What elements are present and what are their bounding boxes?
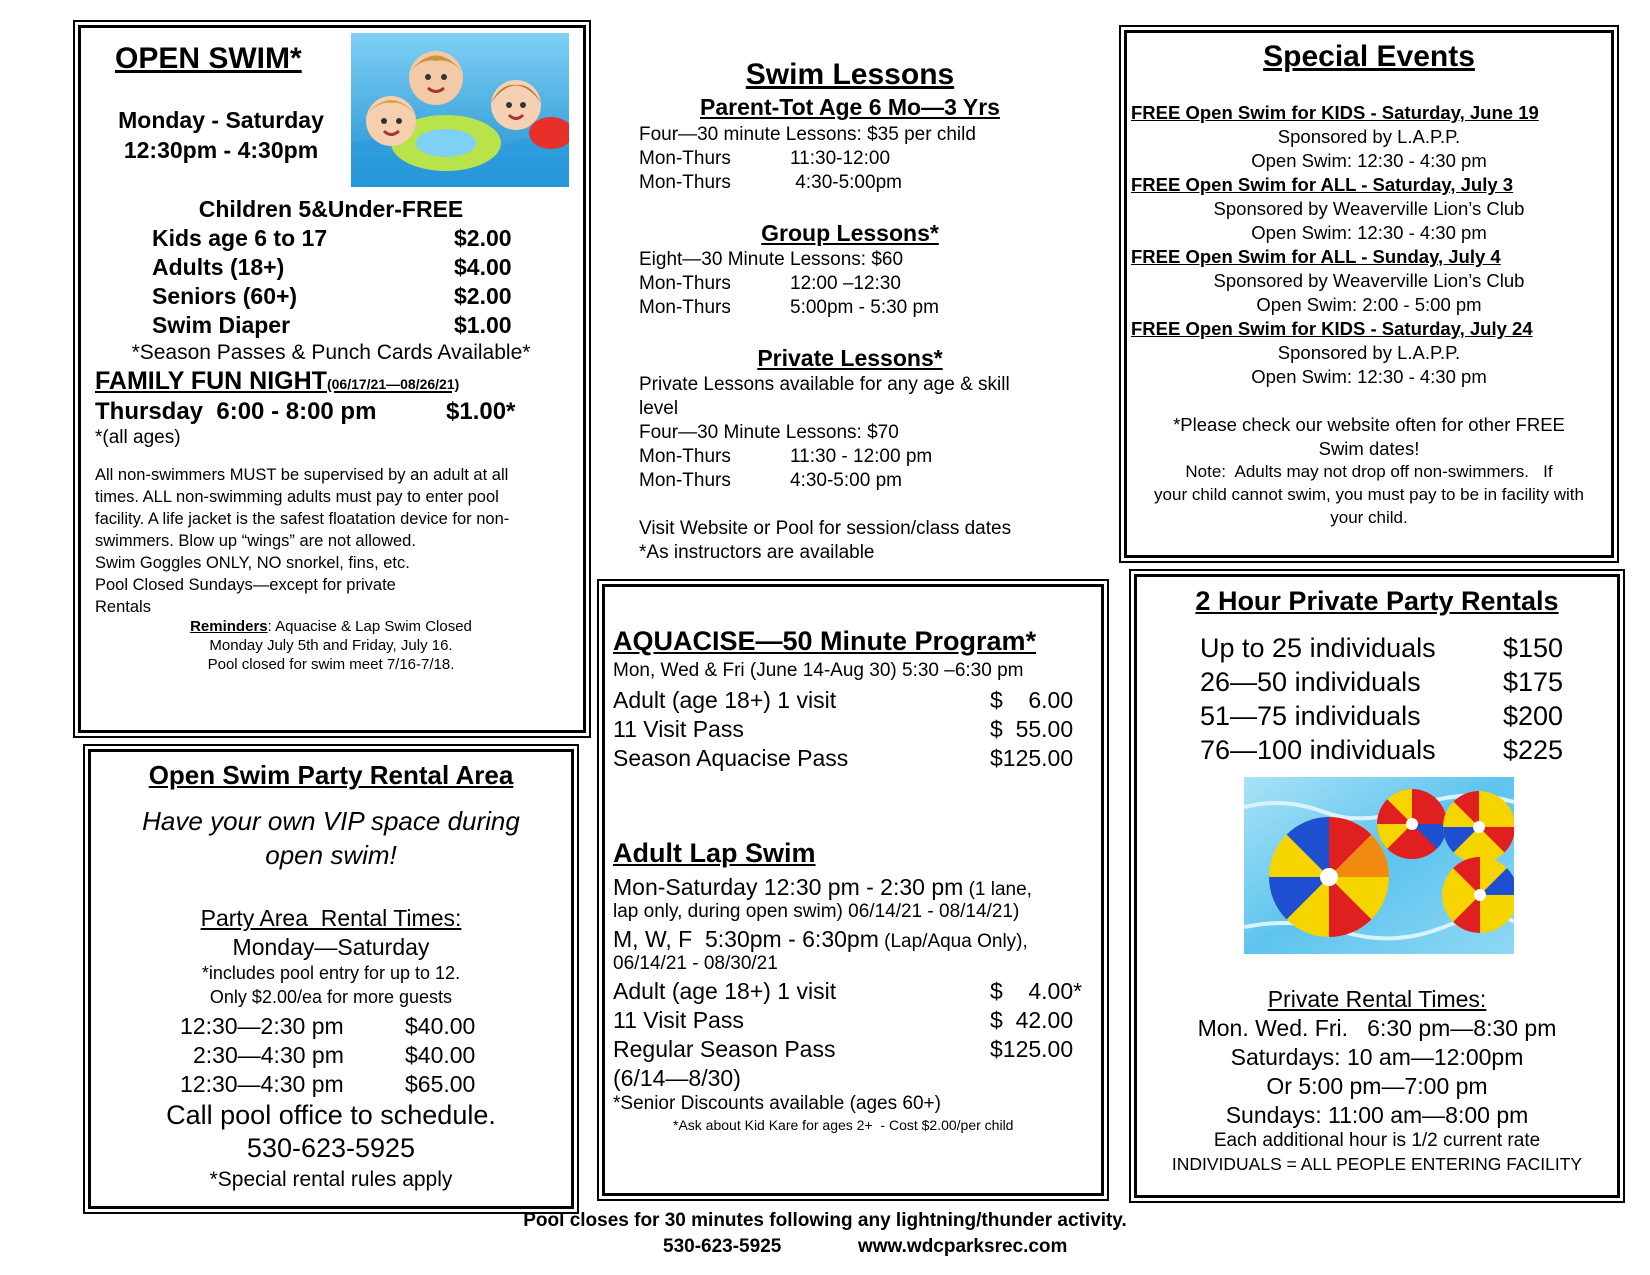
swim-lessons-title: Swim Lessons	[745, 58, 955, 91]
lap-line-3-main: M, W, F 5:30pm - 6:30pm	[613, 926, 879, 952]
aquacise-price-1-value: $ 55.00	[990, 716, 1074, 742]
private-line-0: Private Lessons available for any age & skill	[639, 374, 1010, 395]
price-label-diaper: Swim Diaper	[152, 312, 291, 338]
event-0-sponsor: Sponsored by L.A.P.P.	[1277, 126, 1461, 147]
party-area-times-title: Party Area Rental Times:	[200, 905, 462, 931]
price-value-adults: $4.00	[454, 254, 512, 280]
lessons-footer-1: *As instructors are available	[639, 542, 875, 563]
kids-swimming-photo	[351, 33, 569, 187]
lap-line-2: lap only, during open swim) 06/14/21 - 08/14/21)	[613, 901, 1020, 922]
lap-price-1-label: 11 Visit Pass	[613, 1007, 744, 1033]
aquacise-price-2-value: $125.00	[990, 745, 1074, 771]
party-area-days: Monday—Saturday	[232, 934, 430, 960]
event-1-sponsor: Sponsored by Weaverville Lion’s Club	[1213, 198, 1525, 219]
party-area-title: Open Swim Party Rental Area	[148, 760, 514, 790]
lap-price-1-value: $ 42.00	[990, 1007, 1074, 1033]
aquacise-price-0-value: $ 6.00	[990, 687, 1074, 713]
event-2-sponsor: Sponsored by Weaverville Lion’s Club	[1213, 270, 1525, 291]
event-2-time: Open Swim: 2:00 - 5:00 pm	[1256, 294, 1482, 315]
open-swim-rule-5: Pool Closed Sundays—except for private	[95, 576, 396, 594]
website-note-0: *Please check our website often for other FREE	[1173, 414, 1565, 435]
reminders-line-2: Pool closed for swim meet 7/16-7/18.	[207, 656, 455, 673]
parent-tot-title: Parent-Tot Age 6 Mo—3 Yrs	[700, 94, 1000, 120]
parent-tot-row-1-days: Mon-Thurs	[639, 148, 731, 169]
event-1-time: Open Swim: 12:30 - 4:30 pm	[1251, 222, 1487, 243]
price-label-seniors: Seniors (60+)	[152, 283, 298, 309]
price-value-kids: $2.00	[454, 225, 512, 251]
event-3-time: Open Swim: 12:30 - 4:30 pm	[1251, 366, 1487, 387]
reminders-line-1: Monday July 5th and Friday, July 16.	[209, 637, 453, 654]
private-row-0-days: Mon-Thurs	[639, 446, 731, 467]
party-phone: 530-623-5925	[246, 1133, 416, 1163]
party-rate-0-price: $40.00	[405, 1013, 476, 1039]
event-1-title: FREE Open Swim for ALL - Saturday, July 3	[1131, 174, 1514, 195]
children-free-note: Children 5&Under-FREE	[198, 196, 464, 222]
parent-tot-row-2-days: Mon-Thurs	[639, 172, 731, 193]
family-fun-night-time: Thursday 6:00 - 8:00 pm	[95, 398, 377, 425]
open-swim-rule-0: All non-swimmers MUST be supervised by an adult at all	[95, 466, 509, 484]
footer-website: www.wdcparksrec.com	[858, 1236, 1068, 1257]
lap-line-4: 06/14/21 - 08/30/21	[613, 953, 778, 974]
party-call-office: Call pool office to schedule.	[166, 1100, 496, 1130]
open-swim-rule-1: times. ALL non-swimming adults must pay to enter pool	[95, 488, 499, 506]
lap-price-2-label: Regular Season Pass	[613, 1036, 836, 1062]
parent-tot-row-1-time: 11:30-12:00	[790, 148, 891, 169]
party-area-includes-0: *includes pool entry for up to 12.	[201, 963, 461, 983]
event-0-title: FREE Open Swim for KIDS - Saturday, June 19	[1131, 102, 1539, 123]
private-rental-time-2: Or 5:00 pm—7:00 pm	[1266, 1073, 1488, 1099]
lap-price-0-value: $ 4.00*	[990, 978, 1083, 1004]
open-swim-rule-6: Rentals	[95, 598, 151, 616]
private-line-2: Four—30 Minute Lessons: $70	[639, 422, 899, 443]
lap-line-3	[613, 926, 1028, 953]
family-fun-night-note: *(all ages)	[95, 427, 181, 448]
party-rate-price-2: $200	[1503, 701, 1564, 731]
aquacise-schedule: Mon, Wed & Fri (June 14-Aug 30) 5:30 –6:30 pm	[613, 660, 1024, 681]
aquacise-title: AQUACISE—50 Minute Program*	[613, 626, 1037, 656]
aquacise-price-1-label: 11 Visit Pass	[613, 716, 744, 742]
party-rate-2-time: 12:30—4:30 pm	[180, 1071, 344, 1097]
price-label-kids: Kids age 6 to 17	[152, 225, 328, 251]
individuals-note: INDIVIDUALS = ALL PEOPLE ENTERING FACILITY	[1171, 1154, 1583, 1174]
party-rate-2-price: $65.00	[405, 1071, 476, 1097]
lap-price-2-value: $125.00	[990, 1036, 1074, 1062]
price-value-seniors: $2.00	[454, 283, 512, 309]
party-rules: *Special rental rules apply	[209, 1168, 453, 1191]
open-swim-rule-3: swimmers. Blow up “wings” are not allowed.	[95, 532, 416, 550]
private-line-1: level	[639, 398, 679, 419]
event-3-sponsor: Sponsored by L.A.P.P.	[1277, 342, 1461, 363]
lap-line-1-note: (1 lane,	[963, 879, 1032, 900]
private-rental-time-1: Saturdays: 10 am—12:00pm	[1230, 1044, 1524, 1070]
price-value-diaper: $1.00	[454, 312, 512, 338]
group-lessons-title: Group Lessons*	[761, 220, 939, 246]
open-swim-days: Monday - Saturday	[118, 107, 324, 133]
party-rate-price-3: $225	[1503, 735, 1564, 765]
parent-tot-row-0: Four—30 minute Lessons: $35 per child	[639, 124, 976, 145]
party-rate-price-1: $175	[1503, 667, 1564, 697]
open-swim-title: OPEN SWIM*	[115, 42, 302, 75]
party-rate-group-2: 51—75 individuals	[1200, 701, 1421, 731]
private-rental-times-title: Private Rental Times:	[1267, 986, 1487, 1012]
lap-line-3-note: (Lap/Aqua Only),	[878, 931, 1028, 952]
lap-line-1-main: Mon-Saturday 12:30 pm - 2:30 pm	[613, 874, 964, 900]
footer-phone: 530-623-5925	[663, 1236, 782, 1257]
private-lessons-title: Private Lessons*	[757, 345, 943, 371]
group-row-0: Eight—30 Minute Lessons: $60	[639, 249, 904, 270]
group-row-2-days: Mon-Thurs	[639, 297, 731, 318]
private-rental-time-3: Sundays: 11:00 am—8:00 pm	[1225, 1102, 1529, 1128]
party-area-includes-1: Only $2.00/ea for more guests	[209, 987, 453, 1007]
senior-discount-note: *Senior Discounts available (ages 60+)	[613, 1093, 941, 1114]
open-swim-rule-2: facility. A life jacket is the safest floatation device for non-	[95, 510, 510, 528]
event-3-title: FREE Open Swim for KIDS - Saturday, July 24	[1131, 318, 1533, 339]
private-rental-time-0: Mon. Wed. Fri. 6:30 pm—8:30 pm	[1197, 1015, 1557, 1041]
lightning-notice: Pool closes for 30 minutes following any lightning/thunder activity.	[523, 1210, 1127, 1231]
party-rate-group-0: Up to 25 individuals	[1200, 633, 1436, 663]
adult-note-0: Note: Adults may not drop off non-swimmers. If	[1185, 462, 1553, 481]
kid-kare-note: *Ask about Kid Kare for ages 2+ - Cost $2.00/per child	[673, 1117, 1014, 1133]
event-2-title: FREE Open Swim for ALL - Sunday, July 4	[1131, 246, 1501, 267]
family-fun-night-dates: (06/17/21—08/26/21)	[326, 376, 460, 392]
open-swim-hours: 12:30pm - 4:30pm	[123, 137, 319, 163]
party-rate-0-time: 12:30—2:30 pm	[180, 1013, 344, 1039]
beach-balls-photo	[1244, 777, 1514, 954]
season-passes-note: *Season Passes & Punch Cards Available*	[131, 341, 531, 364]
aquacise-price-0-label: Adult (age 18+) 1 visit	[613, 687, 837, 713]
group-row-1-days: Mon-Thurs	[639, 273, 731, 294]
lessons-footer-0: Visit Website or Pool for session/class dates	[639, 518, 1012, 539]
additional-hour-note: Each additional hour is 1/2 current rate	[1213, 1130, 1541, 1151]
parent-tot-row-2-time: 4:30-5:00pm	[790, 172, 902, 193]
party-rate-group-1: 26—50 individuals	[1200, 667, 1421, 697]
reminders-line	[96, 618, 566, 635]
group-row-2-time: 5:00pm - 5:30 pm	[790, 297, 939, 318]
event-0-time: Open Swim: 12:30 - 4:30 pm	[1251, 150, 1487, 171]
party-rate-1-price: $40.00	[405, 1042, 476, 1068]
family-fun-night-label: FAMILY FUN NIGHT	[95, 367, 327, 395]
reminders-label: Reminders	[190, 618, 268, 635]
aquacise-price-2-label: Season Aquacise Pass	[613, 745, 849, 771]
family-fun-night-title	[95, 367, 459, 396]
lap-swim-title: Adult Lap Swim	[613, 838, 816, 868]
private-party-title: 2 Hour Private Party Rentals	[1195, 586, 1559, 616]
group-row-1-time: 12:00 –12:30	[790, 273, 901, 294]
reminders-text: : Aquacise & Lap Swim Closed	[267, 618, 472, 635]
party-area-tagline-1: open swim!	[265, 840, 397, 870]
lap-price-0-label: Adult (age 18+) 1 visit	[613, 978, 837, 1004]
party-rate-price-0: $150	[1503, 633, 1564, 663]
private-row-0-time: 11:30 - 12:00 pm	[790, 446, 933, 467]
family-fun-night-price: $1.00*	[446, 398, 516, 425]
special-events-title: Special Events	[1263, 40, 1475, 73]
party-rate-group-3: 76—100 individuals	[1200, 735, 1436, 765]
lap-line-1	[613, 874, 1032, 901]
open-swim-rule-4: Swim Goggles ONLY, NO snorkel, fins, etc.	[95, 554, 410, 572]
adult-note-2: your child.	[1330, 508, 1408, 527]
website-note-1: Swim dates!	[1318, 438, 1420, 459]
adult-note-1: your child cannot swim, you must pay to be in facility with	[1154, 485, 1584, 504]
price-label-adults: Adults (18+)	[152, 254, 285, 280]
party-rate-1-time: 2:30—4:30 pm	[193, 1042, 344, 1068]
private-row-1-days: Mon-Thurs	[639, 470, 731, 491]
private-row-1-time: 4:30-5:00 pm	[790, 470, 902, 491]
lap-season-dates: (6/14—8/30)	[613, 1065, 741, 1091]
party-area-tagline-0: Have your own VIP space during	[142, 806, 520, 836]
